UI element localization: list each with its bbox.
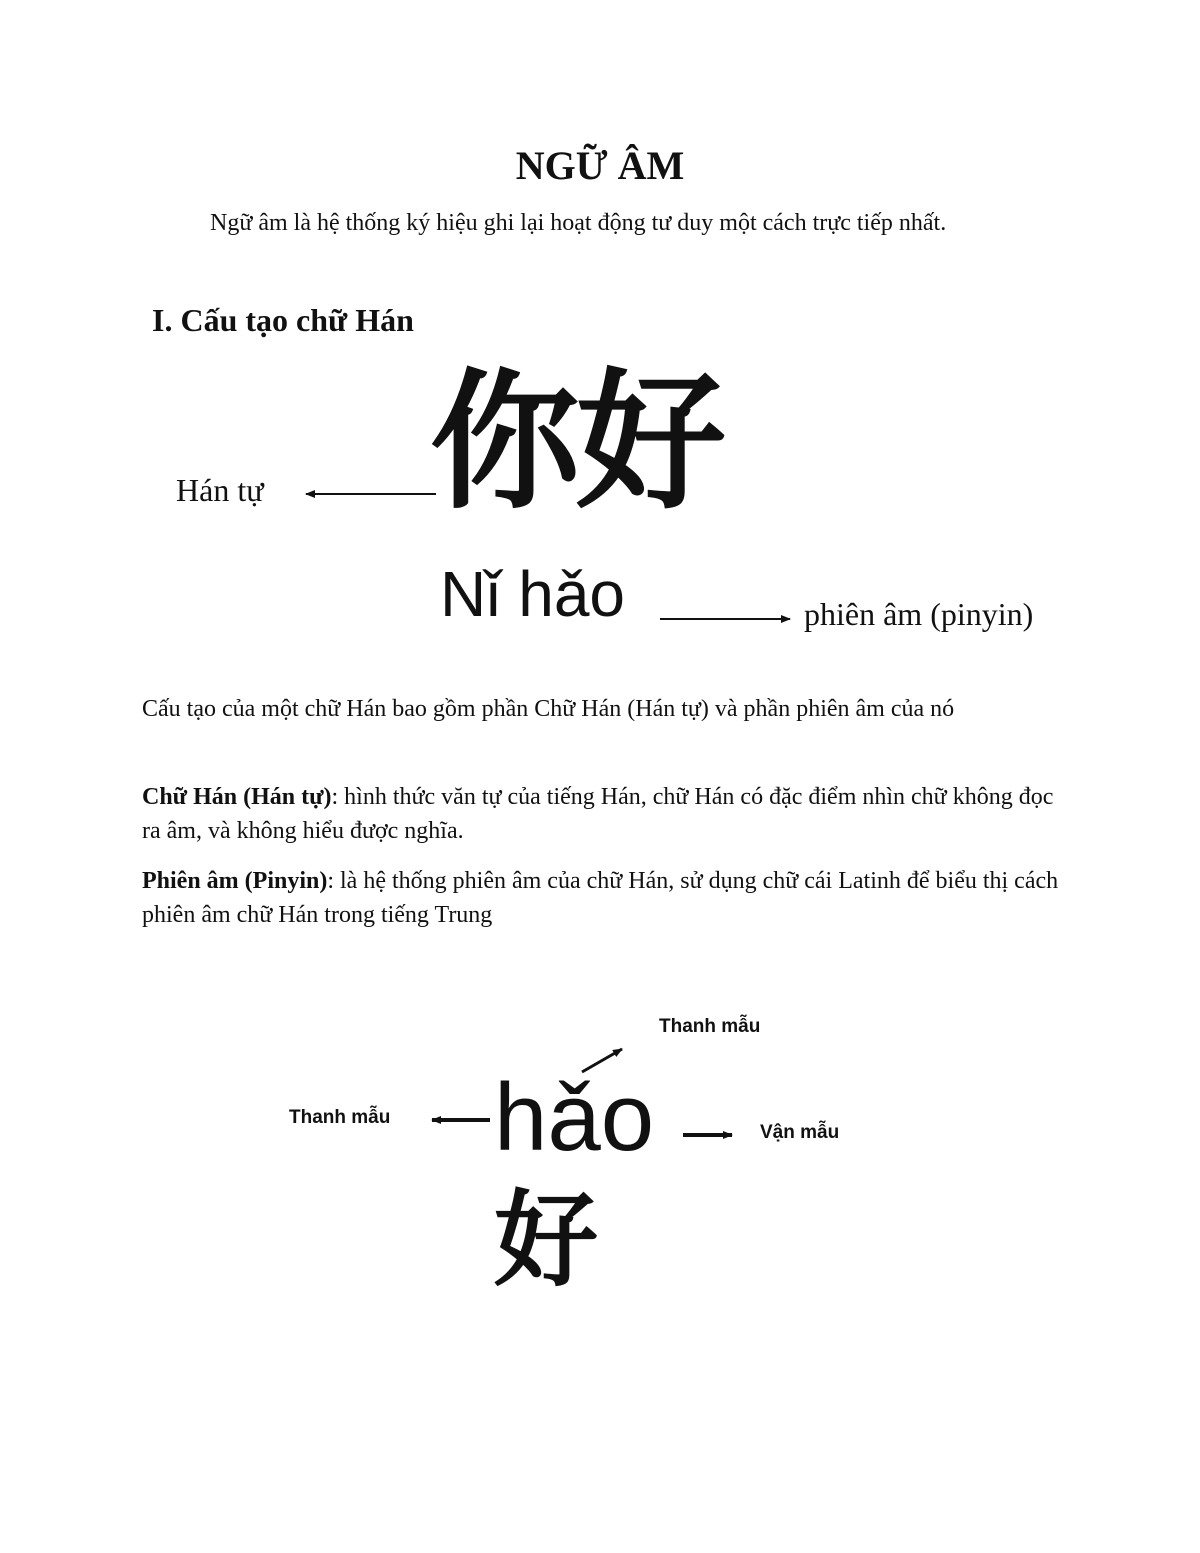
term-pinyin: Phiên âm (Pinyin): [142, 868, 328, 894]
pinyin-ni-hao: Nǐ hǎo: [440, 558, 625, 630]
pinyin-label: phiên âm (pinyin): [804, 596, 1034, 632]
section-heading: I. Cấu tạo chữ Hán: [152, 302, 414, 338]
initial-label: Thanh mẫu: [289, 1107, 391, 1128]
tone-label: Thanh mẫu: [659, 1016, 761, 1037]
pinyin-hao: hǎo: [494, 1064, 655, 1171]
hanzi-ni-hao: 你好: [430, 356, 723, 530]
page-title: NGỮ ÂM: [515, 143, 685, 188]
tone-arrow: [582, 1049, 622, 1072]
paragraph-structure: Cấu tạo của một chữ Hán bao gồm phần Chữ Hán (Hán tự) và phần phiên âm của nó: [142, 696, 955, 722]
hanzi-hao: 好: [494, 1179, 599, 1301]
final-label: Vận mẫu: [760, 1122, 840, 1143]
intro-text: Ngữ âm là hệ thống ký hiệu ghi lại hoạt động tư duy một cách trực tiếp nhất.: [210, 210, 947, 236]
definition-hanzi: : hình thức văn tự của tiếng Hán, chữ Hán có đặc điểm nhìn chữ không đọc ra âm, và không hiểu được nghĩa.: [142, 784, 1054, 844]
term-hanzi: Chữ Hán (Hán tự): [142, 784, 332, 810]
definition-pinyin: : là hệ thống phiên âm của chữ Hán, sử dụng chữ cái Latinh để biểu thị cách phiên âm chữ Hán trong tiếng Trung: [142, 868, 1059, 928]
hanzi-label: Hán tự: [176, 472, 264, 508]
